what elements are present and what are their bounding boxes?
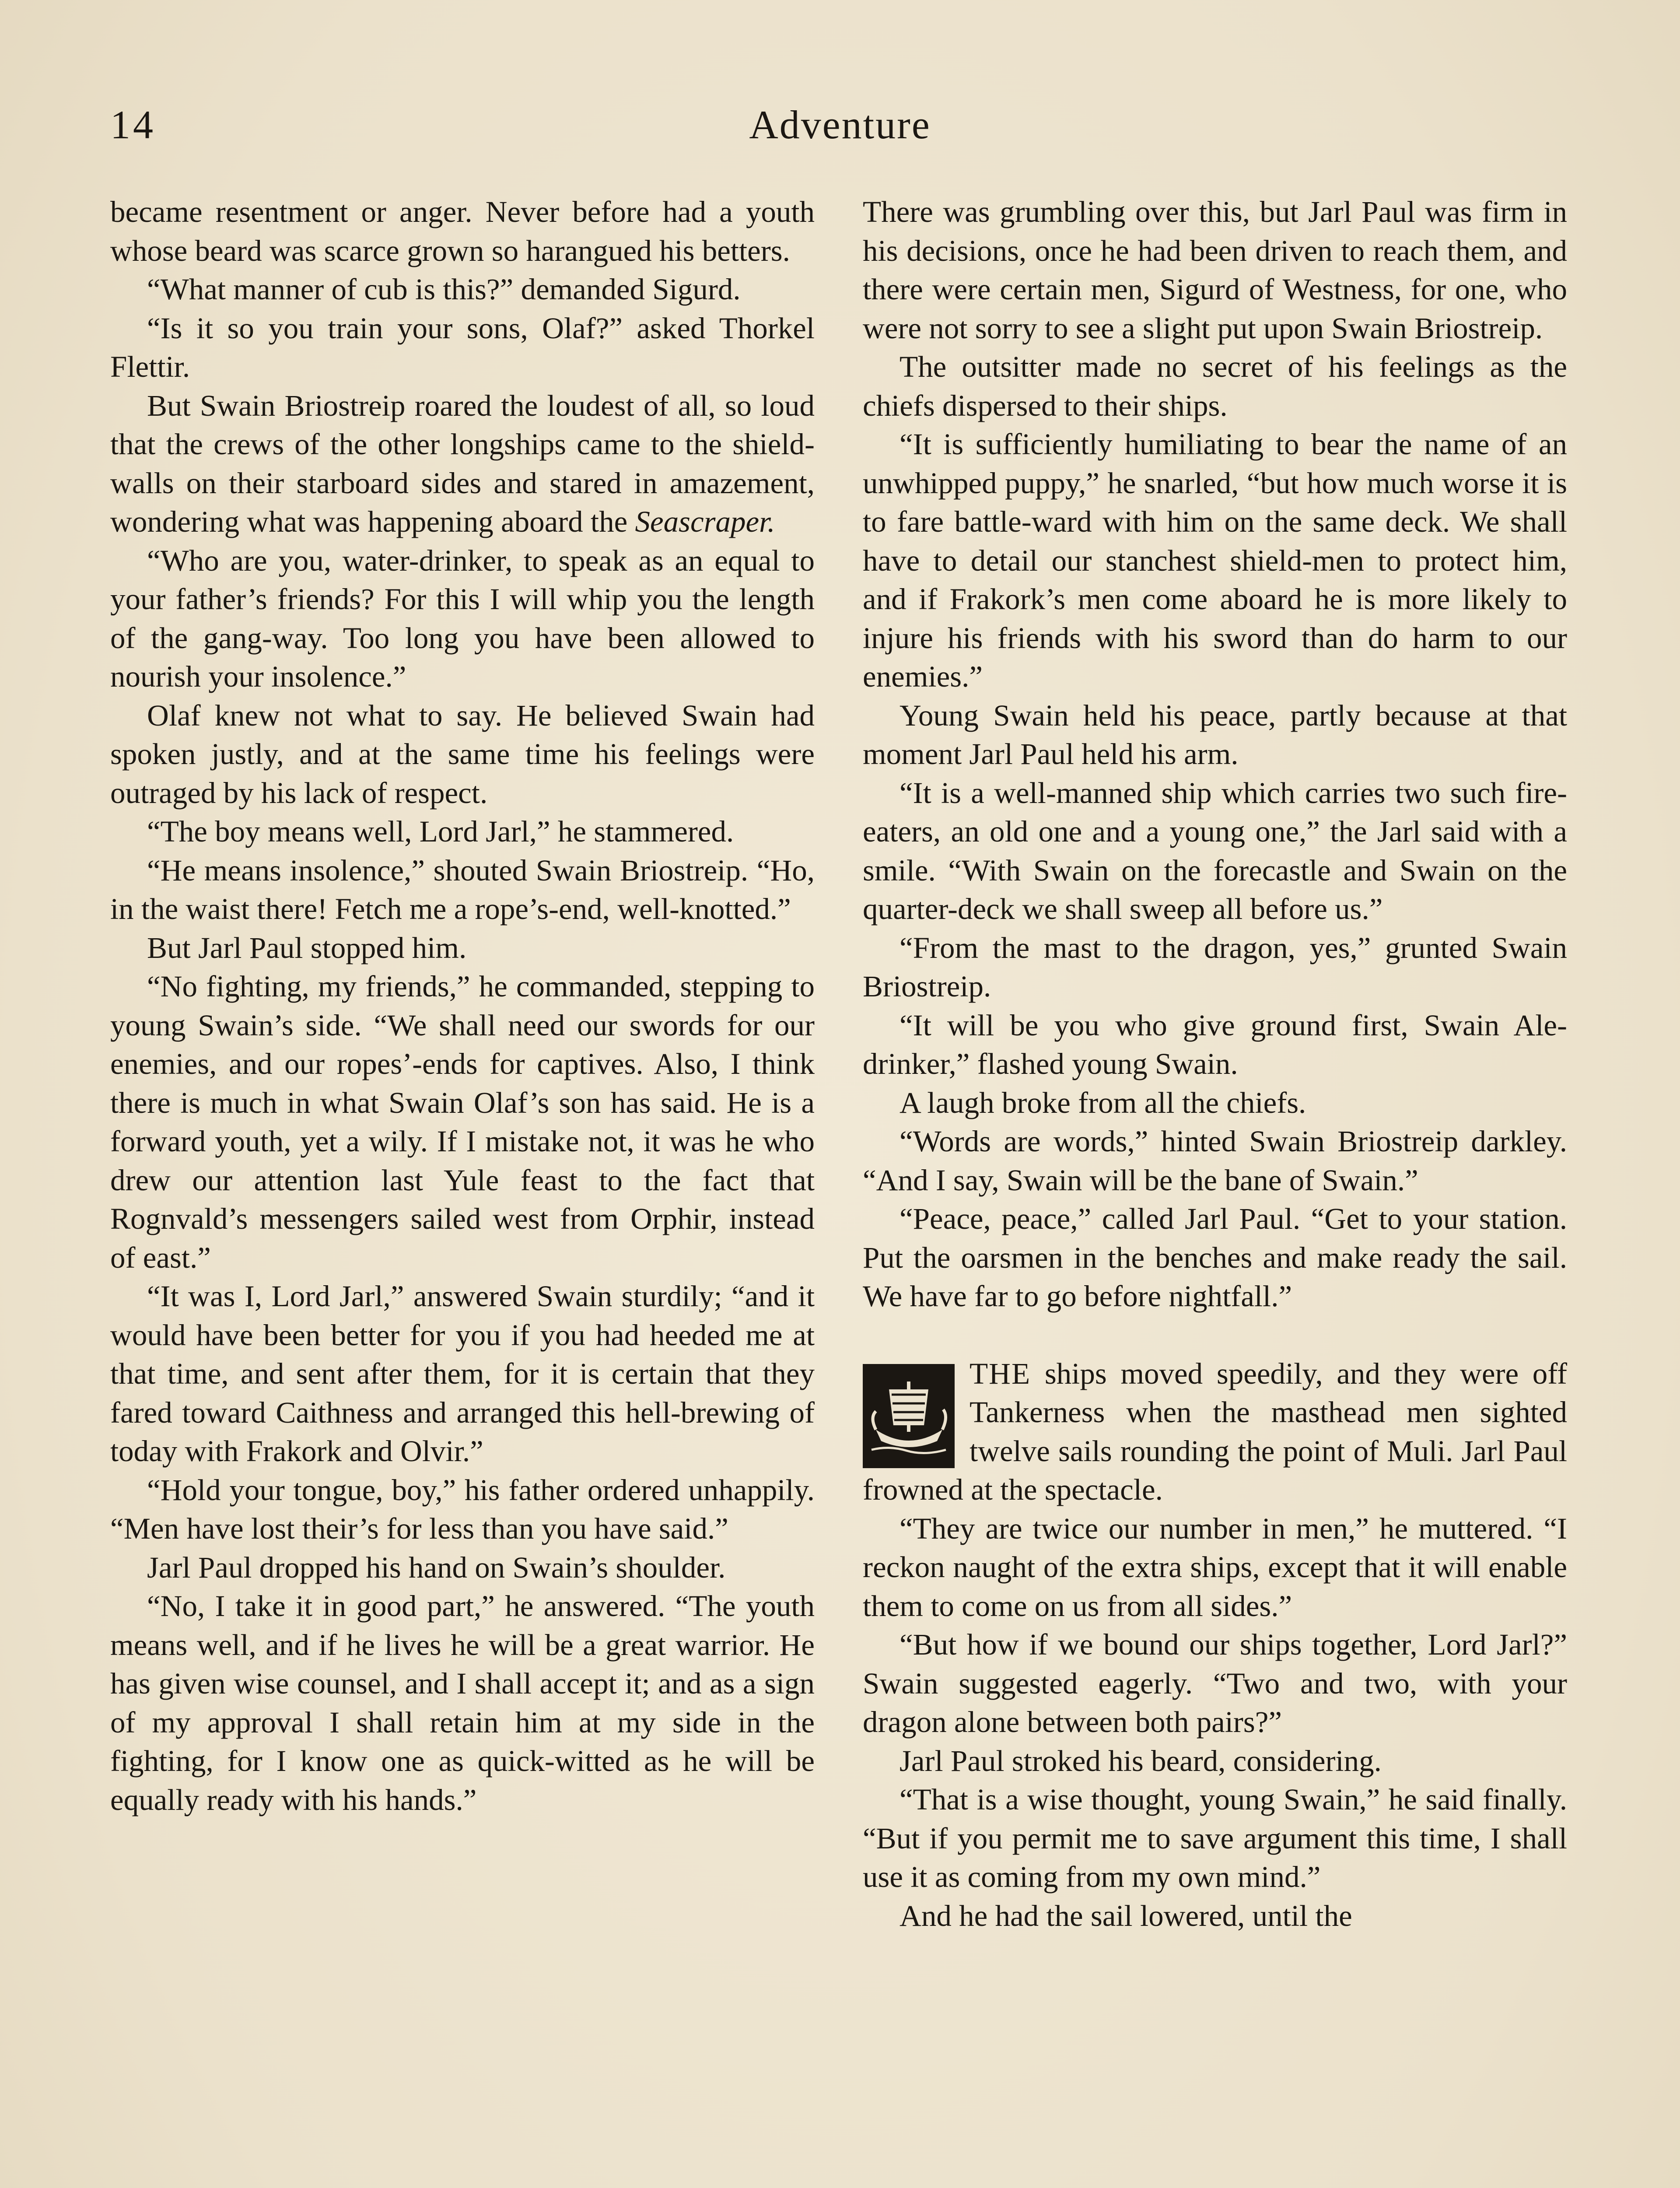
paragraph: There was grumbling over this, but Jarl Paul was firm in his decisions, once he had been driven to reach them, and there were certain men, Sigurd of Westness, for one, who were not sorry to see a slight put upon Swain Briostreip. xyxy=(863,195,1567,345)
paragraph: Young Swain held his peace, partly because at that moment Jarl Paul held his arm. xyxy=(863,698,1567,771)
paragraph: Jarl Paul stroked his beard, considering. xyxy=(900,1744,1382,1778)
paragraph-text: ships moved speedily, and they were off Tankerness when the masthead men sighted twelve sails rounding the point of Muli. Jarl Paul frowned at the spectacle. xyxy=(863,1357,1567,1506)
ship-name: Seascraper. xyxy=(635,505,775,538)
page-number: 14 xyxy=(110,102,156,147)
paragraph: “He means insolence,” shouted Swain Briostreip. “Ho, in the waist there! Fetch me a rope’s-end, well-knotted.” xyxy=(110,853,815,926)
section-opening-paragraph xyxy=(863,1354,1567,1509)
section-lead-in: THE xyxy=(970,1357,1031,1390)
paragraph: And he had the sail lowered, until the xyxy=(900,1899,1352,1932)
paragraph: “Peace, peace,” called Jarl Paul. “Get to your station. Put the oarsmen in the benches and make ready the sail. We have far to go before nightfall.” xyxy=(863,1202,1567,1313)
paragraph: “No, I take it in good part,” he answered. “The youth means well, and if he lives he will be a great warrior. He has given wise counsel, and I shall accept it; and as a sign of my approval I shall retain him at my side in the fighting, for I know one as quick-witted as he will be equally ready with his hands.” xyxy=(110,1589,815,1816)
paragraph: Jarl Paul dropped his hand on Swain’s shoulder. xyxy=(147,1550,726,1584)
paragraph: “They are twice our number in men,” he muttered. “I reckon naught of the extra ships, except that it will enable them to come on us from all sides.” xyxy=(863,1511,1567,1623)
paragraph: “What manner of cub is this?” demanded Sigurd. xyxy=(147,273,741,306)
paragraph: Olaf knew not what to say. He believed Swain had spoken justly, and at the same time his feelings were outraged by his lack of respect. xyxy=(110,698,815,810)
paragraph xyxy=(110,386,815,541)
page-header xyxy=(110,102,1570,154)
viking-ship-ornament-icon xyxy=(863,1364,955,1468)
paragraph: “It is a well-manned ship which carries two such fire-eaters, an old one and a young one,” the Jarl said with a smile. “With Swain on the forecastle and Swain on the quarter-deck we shall sweep all before us.” xyxy=(863,776,1567,926)
left-column xyxy=(110,193,815,1819)
paragraph: The outsitter made no secret of his feelings as the chiefs dispersed to their ships. xyxy=(863,350,1567,422)
section-break xyxy=(863,1316,1567,1354)
paragraph: “Hold your tongue, boy,” his father ordered unhappily. “Men have lost their’s for less than you have said.” xyxy=(110,1473,815,1545)
paragraph: A laugh broke from all the chiefs. xyxy=(900,1086,1306,1119)
paragraph: “From the mast to the dragon, yes,” grunted Swain Briostreip. xyxy=(863,931,1567,1003)
paragraph: “It will be you who give ground first, Swain Ale-drinker,” flashed young Swain. xyxy=(863,1008,1567,1080)
paragraph-text: But Swain Briostreip roared the loudest of all, so loud that the crews of the other longships came to the shield-walls on their starboard sides and stared in amazement, wondering what was happening aboard the xyxy=(110,389,815,538)
paragraph: “The boy means well, Lord Jarl,” he stammered. xyxy=(147,815,734,848)
paragraph: “It is sufficiently humiliating to bear the name of an unwhipped puppy,” he snarled, “but how much worse it is to fare battle-ward with him on the same deck. We shall have to detail our stanchest shield-men to protect him, and if Frakork’s men come aboard he is more likely to injure his friends with his sword than do harm to our enemies.” xyxy=(863,428,1567,693)
paragraph: “That is a wise thought, young Swain,” he said finally. “But if you permit me to save argument this time, I shall use it as coming from my own mind.” xyxy=(863,1783,1567,1893)
paragraph: “But how if we bound our ships together, Lord Jarl?” Swain suggested eagerly. “Two and two, with your dragon alone between both pairs?” xyxy=(863,1628,1567,1739)
right-column xyxy=(863,193,1567,1935)
paragraph: “It was I, Lord Jarl,” answered Swain sturdily; “and it would have been better for you if you had heeded me at that time, and sent after them, for it is certain that they fared toward Caithness and arranged this hell-brewing of today with Frakork and Olvir.” xyxy=(110,1280,815,1468)
paragraph: “Who are you, water-drinker, to speak as an equal to your father’s friends? For this I will whip you the length of the gang-way. Too long you have been allowed to nourish your insolence.” xyxy=(110,543,815,693)
paragraph: “No fighting, my friends,” he commanded, stepping to young Swain’s side. “We shall need our swords for our enemies, and our ropes’-ends for captives. Also, I think there is much in what Swain Olaf’s son has said. He is a forward youth, yet a wily. If I mistake not, it was he who drew our attention last Yule feast to the fact that Rognvald’s messengers sailed west from Orphir, instead of east.” xyxy=(110,970,815,1274)
paragraph: “Words are words,” hinted Swain Briostreip darkley. “And I say, Swain will be the bane of Swain.” xyxy=(863,1125,1567,1197)
paragraph: became resentment or anger. Never before had a youth whose beard was scarce grown so harangued his betters. xyxy=(110,195,815,267)
paragraph: But Jarl Paul stopped him. xyxy=(147,931,467,964)
paragraph: “Is it so you train your sons, Olaf?” asked Thorkel Flettir. xyxy=(110,311,815,383)
running-title: Adventure xyxy=(749,102,931,147)
